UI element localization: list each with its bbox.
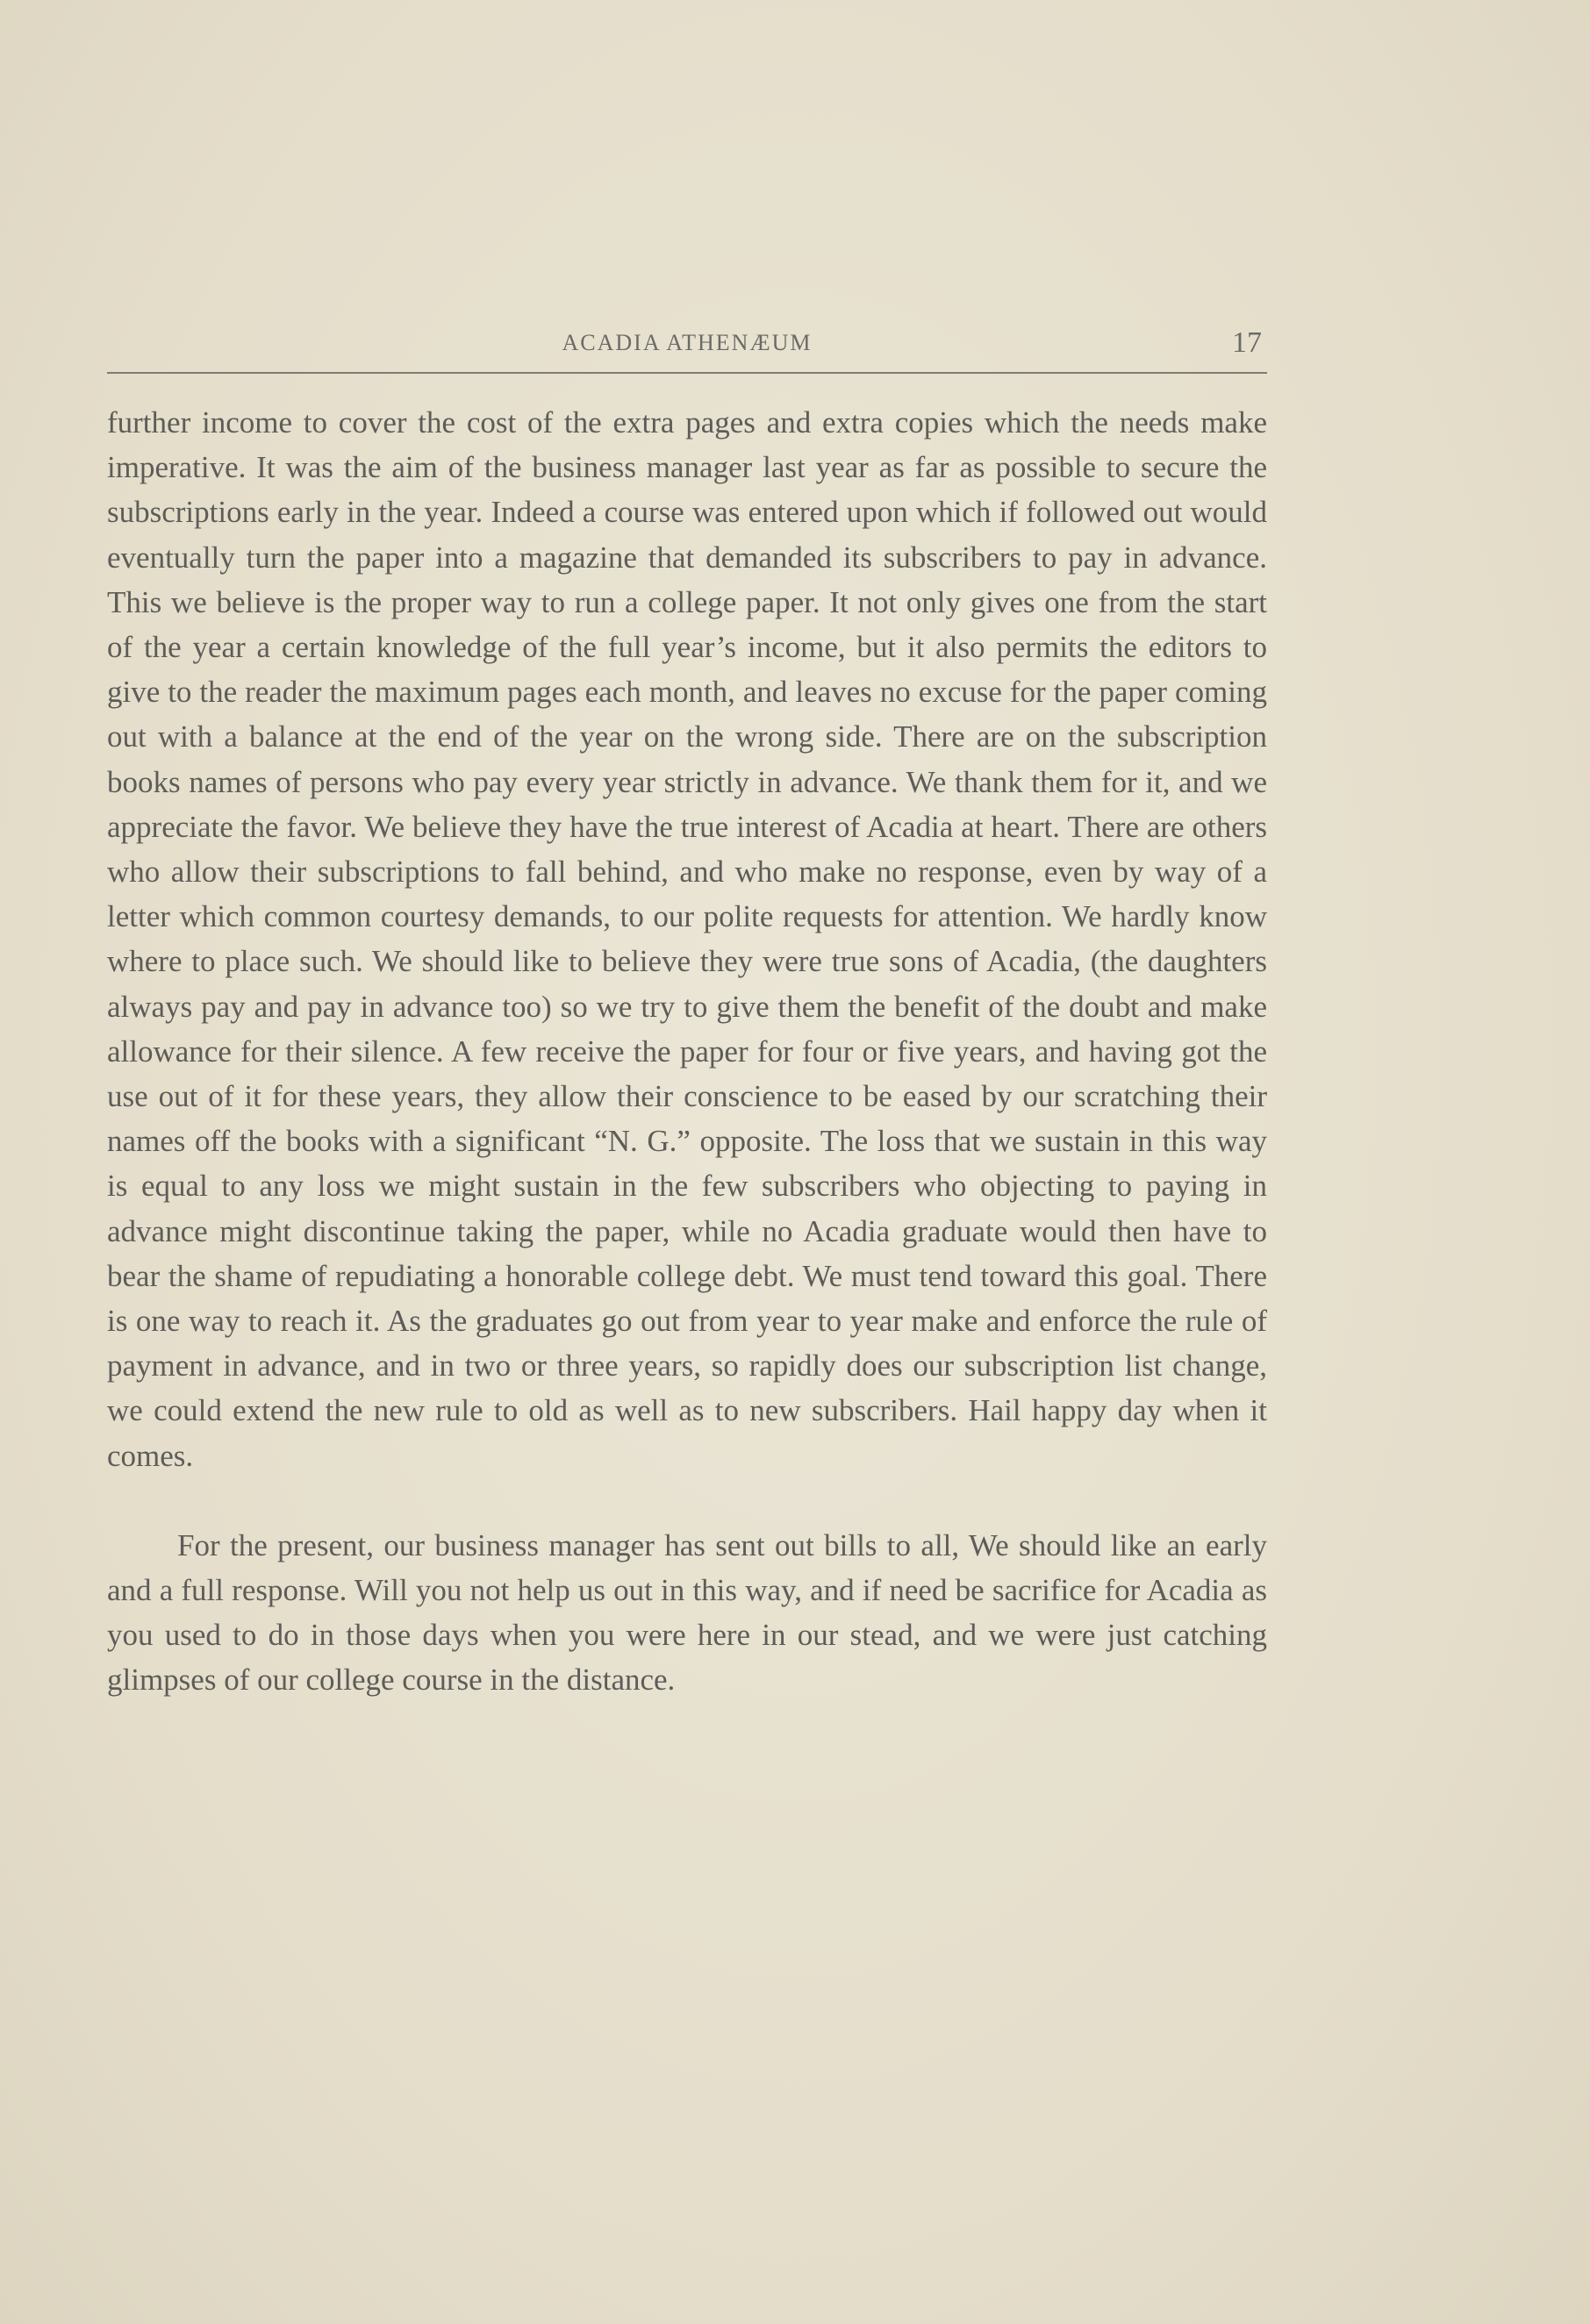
paragraph-1: further income to cover the cost of the extra pages and extra copies which the needs make imperative. It was the aim of the business manager last year as far as possible to secure the subscriptions early in the year. Indeed a course was entered upon which if followed out would eventually turn the paper into a magazine that demanded its subscribers to pay in advance. This we believe is the proper way to run a college paper. It not only gives one from the start of the year a certain knowledge of the full year’s income, but it also permits the editors to give to the reader the maximum pages each month, and leaves no excuse for the paper coming out with a balance at the end of the year on the wrong side. There are on the subscription books names of persons who pay every year strictly in advance. We thank them for it, and we appreciate the favor. We believe they have the true interest of Acadia at heart. There are others who allow their subscriptions to fall behind, and who make no response, even by way of a letter which common courtesy demands, to our polite requests for attention. We hardly know where to place such. We should like to believe they were true sons of Acadia, (the daughters always pay and pay in advance too) so we try to give them the benefit of the doubt and make allowance for their silence. A few receive the paper for four or five years, and having got the use out of it for these years, they allow their conscience to be eased by our scratching their names off the books with a significant “N. G.” opposite. The loss that we sustain in this way is equal to any loss we might sustain in the few subscribers who objecting to paying in advance might discontinue taking the paper, while no Acadia graduate would then have to bear the shame of repudiating a honorable college debt. We must tend toward this goal. There is one way to reach it. As the graduates go out from year to year make and enforce the rule of payment in advance, and in two or three years, so rapidly does our subscription list change, we could extend the new rule to old as well as to new subscribers. Hail happy day when it comes. (107, 405, 1267, 1473)
paragraph-2: For the present, our business manager has sent out bills to all, We should like an early and a full response. Will you not help us out in this way, and if need be sacrifice for Acadia as you used to do in those days when you were here in our stead, and we were just catching glimpses of our college course in the distance. (107, 1527, 1267, 1698)
running-head: ACADIA ATHENÆUM (562, 330, 813, 355)
page-header (107, 326, 1267, 365)
body-text (107, 400, 1267, 1703)
page-number: 17 (1232, 326, 1262, 359)
header-rule (107, 372, 1267, 374)
